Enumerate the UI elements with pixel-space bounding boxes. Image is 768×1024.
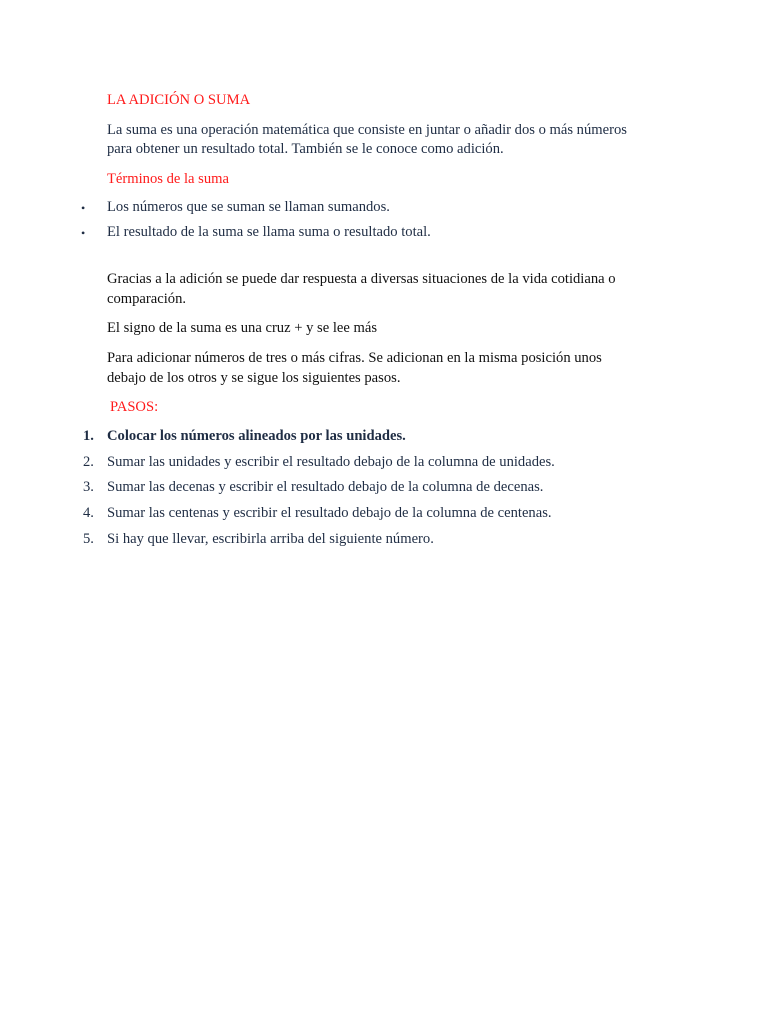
step-4-text: Sumar las centenas y escribir el resultado debajo de la columna de centenas.	[107, 505, 552, 521]
step-number: 2.	[83, 454, 94, 470]
bullet-marker: •	[81, 201, 86, 215]
adicionar-paragraph-line-2: debajo de los otros y se sigue los siguientes pasos.	[107, 370, 401, 386]
step-5-text: Si hay que llevar, escribirla arriba del siguiente número.	[107, 531, 434, 547]
step-number: 4.	[83, 505, 94, 521]
step-3-text: Sumar las decenas y escribir el resultado debajo de la columna de decenas.	[107, 479, 544, 495]
step-number: 3.	[83, 479, 94, 495]
signo-paragraph: El signo de la suma es una cruz + y se lee más	[107, 320, 378, 336]
bullet-item-sumandos: Los números que se suman se llaman sumandos.	[107, 199, 390, 215]
bullet-marker: •	[81, 226, 86, 240]
intro-paragraph-line-1: La suma es una operación matemática que consiste en juntar o añadir dos o más números	[107, 122, 627, 138]
bullet-item-resultado: El resultado de la suma se llama suma o resultado total.	[107, 224, 431, 240]
step-number: 5.	[83, 531, 94, 547]
step-2-text: Sumar las unidades y escribir el resultado debajo de la columna de unidades.	[107, 454, 555, 470]
intro-paragraph-line-2: para obtener un resultado total. También se le conoce como adición.	[107, 141, 504, 157]
gracias-paragraph-line-1: Gracias a la adición se puede dar respuesta a diversas situaciones de la vida cotidiana o	[107, 271, 616, 287]
terms-heading: Términos de la suma	[107, 171, 229, 187]
step-1-text: Colocar los números alineados por las unidades.	[107, 428, 406, 444]
gracias-paragraph-line-2: comparación.	[107, 291, 187, 307]
step-number: 1.	[83, 428, 94, 444]
adicionar-paragraph-line-1: Para adicionar números de tres o más cifras. Se adicionan en la misma posición unos	[107, 350, 602, 366]
pasos-heading: PASOS:	[110, 399, 159, 415]
document-title: LA ADICIÓN O SUMA	[107, 92, 251, 108]
